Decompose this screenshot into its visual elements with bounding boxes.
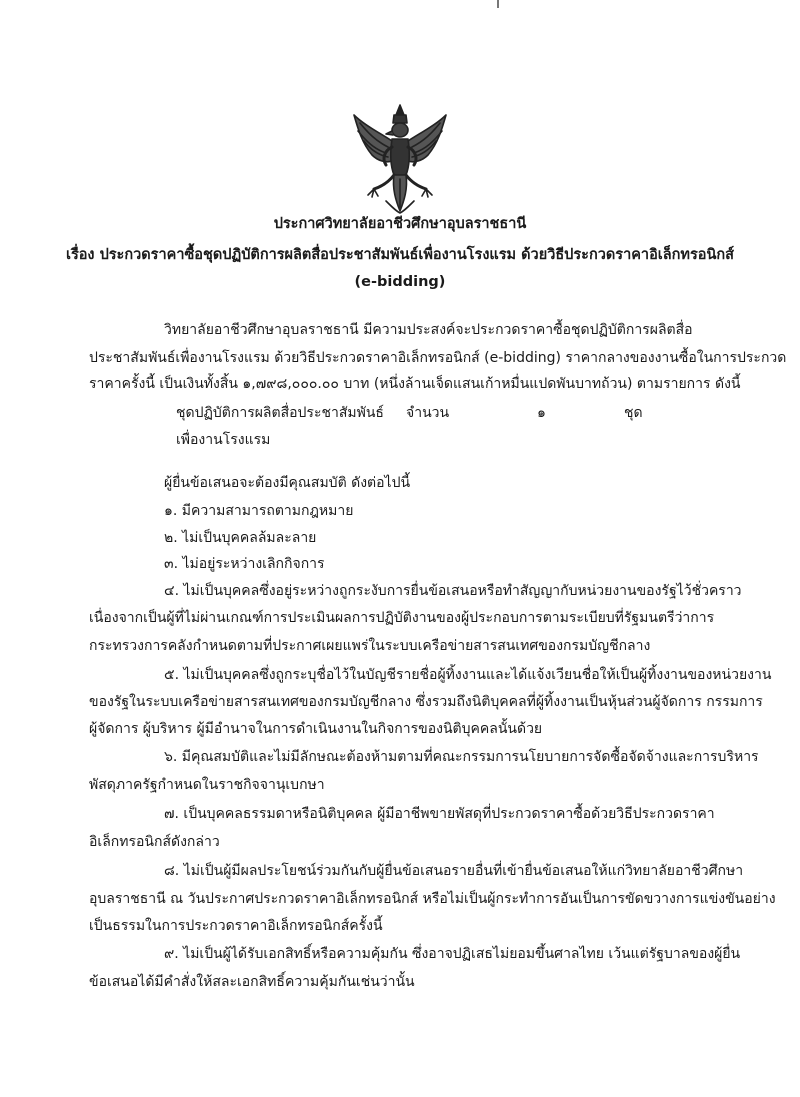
qualification-5-line-3: ผู้จัดการ ผู้บริหาร ผู้มีอำนาจในการดำเนินงานในกิจการของนิติบุคคลนั้นด้วย (89, 721, 543, 737)
qualification-4-line-1: ๔. ไม่เป็นบุคคลซึ่งอยู่ระหว่างถูกระงับการยื่นข้อเสนอหรือทำสัญญากับหน่วยงานของรัฐไว้ชั่วคราว (164, 583, 742, 599)
qualification-4-line-2: เนื่องจากเป็นผู้ที่ไม่ผ่านเกณฑ์การประเมินผลการปฏิบัติงานของผู้ประกอบการตามระเบียบที่รัฐมนตรีว่าการ (89, 610, 715, 626)
intro-line-1: วิทยาลัยอาชีวศึกษาอุบลราชธานี มีความประสงค์จะประกวดราคาซื้อชุดปฏิบัติการผลิตสื่อ (164, 322, 693, 338)
intro-line-2: ประชาสัมพันธ์เพื่องานโรงแรม ด้วยวิธีประกวดราคาอิเล็กทรอนิกส์ (e-bidding) ราคากลางของงานซื้อในการประกวด (89, 350, 787, 366)
qualification-4-line-3: กระทรวงการคลังกำหนดตามที่ประกาศเผยแพร่ในระบบเครือข่ายสารสนเทศของกรมบัญชีกลาง (89, 638, 651, 654)
item-unit: ชุด (624, 405, 643, 421)
announcement-subject: เรื่อง ประกวดราคาซื้อชุดปฏิบัติการผลิตสื่อประชาสัมพันธ์เพื่องานโรงแรม ด้วยวิธีประกวดราคาอิเล็กทรอนิกส์ (65, 247, 734, 263)
item-name-line-1: ชุดปฏิบัติการผลิตสื่อประชาสัมพันธ์ (176, 405, 384, 421)
qualification-5-line-2: ของรัฐในระบบเครือข่ายสารสนเทศของกรมบัญชีกลาง ซึ่งรวมถึงนิติบุคคลที่ผู้ทิ้งงานเป็นหุ้นส่วนผู้จัดการ กรรมการ (89, 694, 763, 710)
qualification-8-line-2: อุบลราชธานี ณ วันประกาศประกวดราคาอิเล็กทรอนิกส์ หรือไม่เป็นผู้กระทำการอันเป็นการขัดขวางการแข่งขันอย่าง (89, 891, 776, 907)
item-name-line-2: เพื่องานโรงแรม (176, 432, 271, 448)
qualification-2: ๒. ไม่เป็นบุคคลล้มละลาย (164, 530, 317, 546)
qualification-7-line-2: อิเล็กทรอนิกส์ดังกล่าว (89, 834, 220, 850)
intro-line-3: ราคาครั้งนี้ เป็นเงินทั้งสิ้น ๑,๗๙๘,๐๐๐.๐๐ บาท (หนึ่งล้านเจ็ดแสนเก้าหมื่นแปดพันบาทถ้วน) ตามรายการ ดังนี้ (89, 376, 741, 392)
qualification-5-line-1: ๕. ไม่เป็นบุคคลซึ่งถูกระบุชื่อไว้ในบัญชีรายชื่อผู้ทิ้งงานและได้แจ้งเวียนชื่อให้เป็นผู้ทิ้งงานของหน่วยงาน (164, 667, 772, 683)
announcement-subject-suffix: (e-bidding) (354, 274, 446, 290)
qualification-3: ๓. ไม่อยู่ระหว่างเลิกกิจการ (164, 556, 325, 572)
qualification-6-line-1: ๖. มีคุณสมบัติและไม่มีลักษณะต้องห้ามตามที่คณะกรรมการนโยบายการจัดซื้อจัดจ้างและการบริหาร (164, 749, 759, 765)
garuda-emblem-icon (350, 103, 450, 215)
page-corner-mark (497, 0, 499, 8)
announcement-title: ประกาศวิทยาลัยอาชีวศึกษาอุบลราชธานี (273, 216, 527, 232)
item-qty: ๑ (537, 405, 546, 421)
qualification-9-line-2: ข้อเสนอได้มีคำสั่งให้สละเอกสิทธิ์ความคุ้มกันเช่นว่านั้น (89, 974, 415, 990)
qualification-9-line-1: ๙. ไม่เป็นผู้ได้รับเอกสิทธิ์หรือความคุ้มกัน ซึ่งอาจปฏิเสธไม่ยอมขึ้นศาลไทย เว้นแต่รัฐบาลของผู้ยื่น (164, 946, 741, 962)
item-qty-label: จำนวน (406, 405, 450, 421)
qualification-6-line-2: พัสดุภาครัฐกำหนดในราชกิจจานุเบกษา (89, 777, 325, 793)
qualification-7-line-1: ๗. เป็นบุคคลธรรมดาหรือนิติบุคคล ผู้มีอาชีพขายพัสดุที่ประกวดราคาซื้อด้วยวิธีประกวดราคา (164, 806, 715, 822)
qualification-1: ๑. มีความสามารถตามกฎหมาย (164, 503, 354, 519)
qualification-8-line-3: เป็นธรรมในการประกวดราคาอิเล็กทรอนิกส์ครั้งนี้ (89, 918, 383, 934)
qualification-8-line-1: ๘. ไม่เป็นผู้มีผลประโยชน์ร่วมกันกับผู้ยื่นข้อเสนอรายอื่นที่เข้ายื่นข้อเสนอให้แก่วิทยาลัยอาชีวศึกษา (164, 863, 744, 879)
qualifications-heading: ผู้ยื่นข้อเสนอจะต้องมีคุณสมบัติ ดังต่อไปนี้ (164, 475, 411, 491)
